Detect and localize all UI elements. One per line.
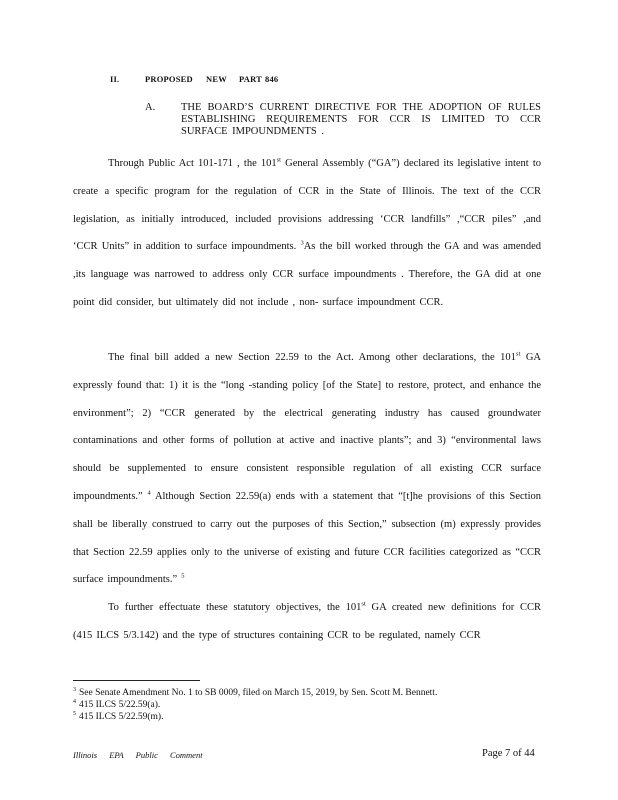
paragraph-text: Through Public Act 101-171 , the 101 [108,158,277,169]
ordinal-superscript: st [361,600,366,608]
ordinal-superscript: st [515,350,521,358]
footnote-5 [73,711,543,723]
footnote-text: 415 ILCS 5/22.59(a). [79,700,161,710]
footer-document-label: Illinois EPA Public Comment [73,750,203,760]
paragraph-text: To further effectuate these statutory objectives, the 101 [108,602,362,613]
footnote-text: See Senate Amendment No. 1 to SB 0009, filed on March 15, 2019, by Sen. Scott M. Bennett. [79,688,438,698]
footnote-4 [73,699,543,711]
paragraph-text: As the bill worked through the GA and was amended ,its language was narrowed to address only CCR surface impoundments . Therefore, the GA did at one point did consider, but ultimately did not include , non- surface impoundment CCR. [73,241,541,308]
footnote-number: 3 [73,686,76,693]
page-number: Page 7 of 44 [482,748,535,759]
footnote-number: 4 [73,698,76,705]
paragraph-text: GA expressly found that: 1) it is the “long -standing policy [of the State] to restore, protect, and enhance the environment”; 2) “CCR generated by the electrical generating industry has caused groundwater contaminations and other forms of pollution at active and inactive plants”; and 3) “environmental laws should be supplemented to ensure consistent responsible regulation of all existing CCR surface impoundments.” [73,352,541,502]
footnote-divider [73,680,200,681]
footnote-number: 5 [73,710,76,717]
section-heading-word-proposed: PROPOSED [145,74,193,84]
section-numeral: II. [110,74,120,84]
paragraph-public-act [73,150,541,317]
footnote-ref-4[interactable]: 4 [147,489,151,497]
footnotes [73,687,543,723]
paragraph-final-bill [73,344,541,594]
paragraph-text: General Assembly (“GA”) declared its legislative intent to create a specific program for the regulation of CCR in the State of Illinois. The text of the CCR legislation, as initially introduced, included provisions addressing ‘CCR landfills” ,“CCR piles” ,and ‘CCR Units” in addition to surface impoundments. [73,158,541,253]
footnote-ref-5[interactable]: 5 [181,572,185,580]
section-heading [110,74,278,84]
footnote-ref-3[interactable]: 3 [300,239,304,247]
section-heading-word-846: 846 [265,74,279,84]
paragraph-text: GA created new definitions for CCR (415 ILCS 5/3.142) and the type of structures containing CCR to be regulated, namely CCR [73,602,541,641]
subsection-letter: A. [145,102,156,113]
paragraph-statutory-objectives [73,594,541,650]
subsection-heading: THE BOARD’S CURRENT DIRECTIVE FOR THE ADOPTION OF RULES ESTABLISHING REQUIREMENTS FOR CCR IS LIMITED TO CCR SURFACE IMPOUNDMENTS . [181,102,541,137]
section-heading-word-new: NEW [206,74,227,84]
section-heading-word-part: PART [239,74,263,84]
footnote-3 [73,687,543,699]
ordinal-superscript: st [276,156,281,164]
paragraph-text: The final bill added a new Section 22.59 to the Act. Among other declarations, the 101 [108,352,516,363]
footnote-text: 415 ILCS 5/22.59(m). [79,712,164,722]
paragraph-text: Although Section 22.59(a) ends with a statement that “[t]he provisions of this Section shall be liberally construed to carry out the purposes of this Section,” subsection (m) expressly provides that Section 22.59 applies only to the universe of existing and future CCR facilities categorized as “CCR surface impoundments.” [73,490,541,586]
